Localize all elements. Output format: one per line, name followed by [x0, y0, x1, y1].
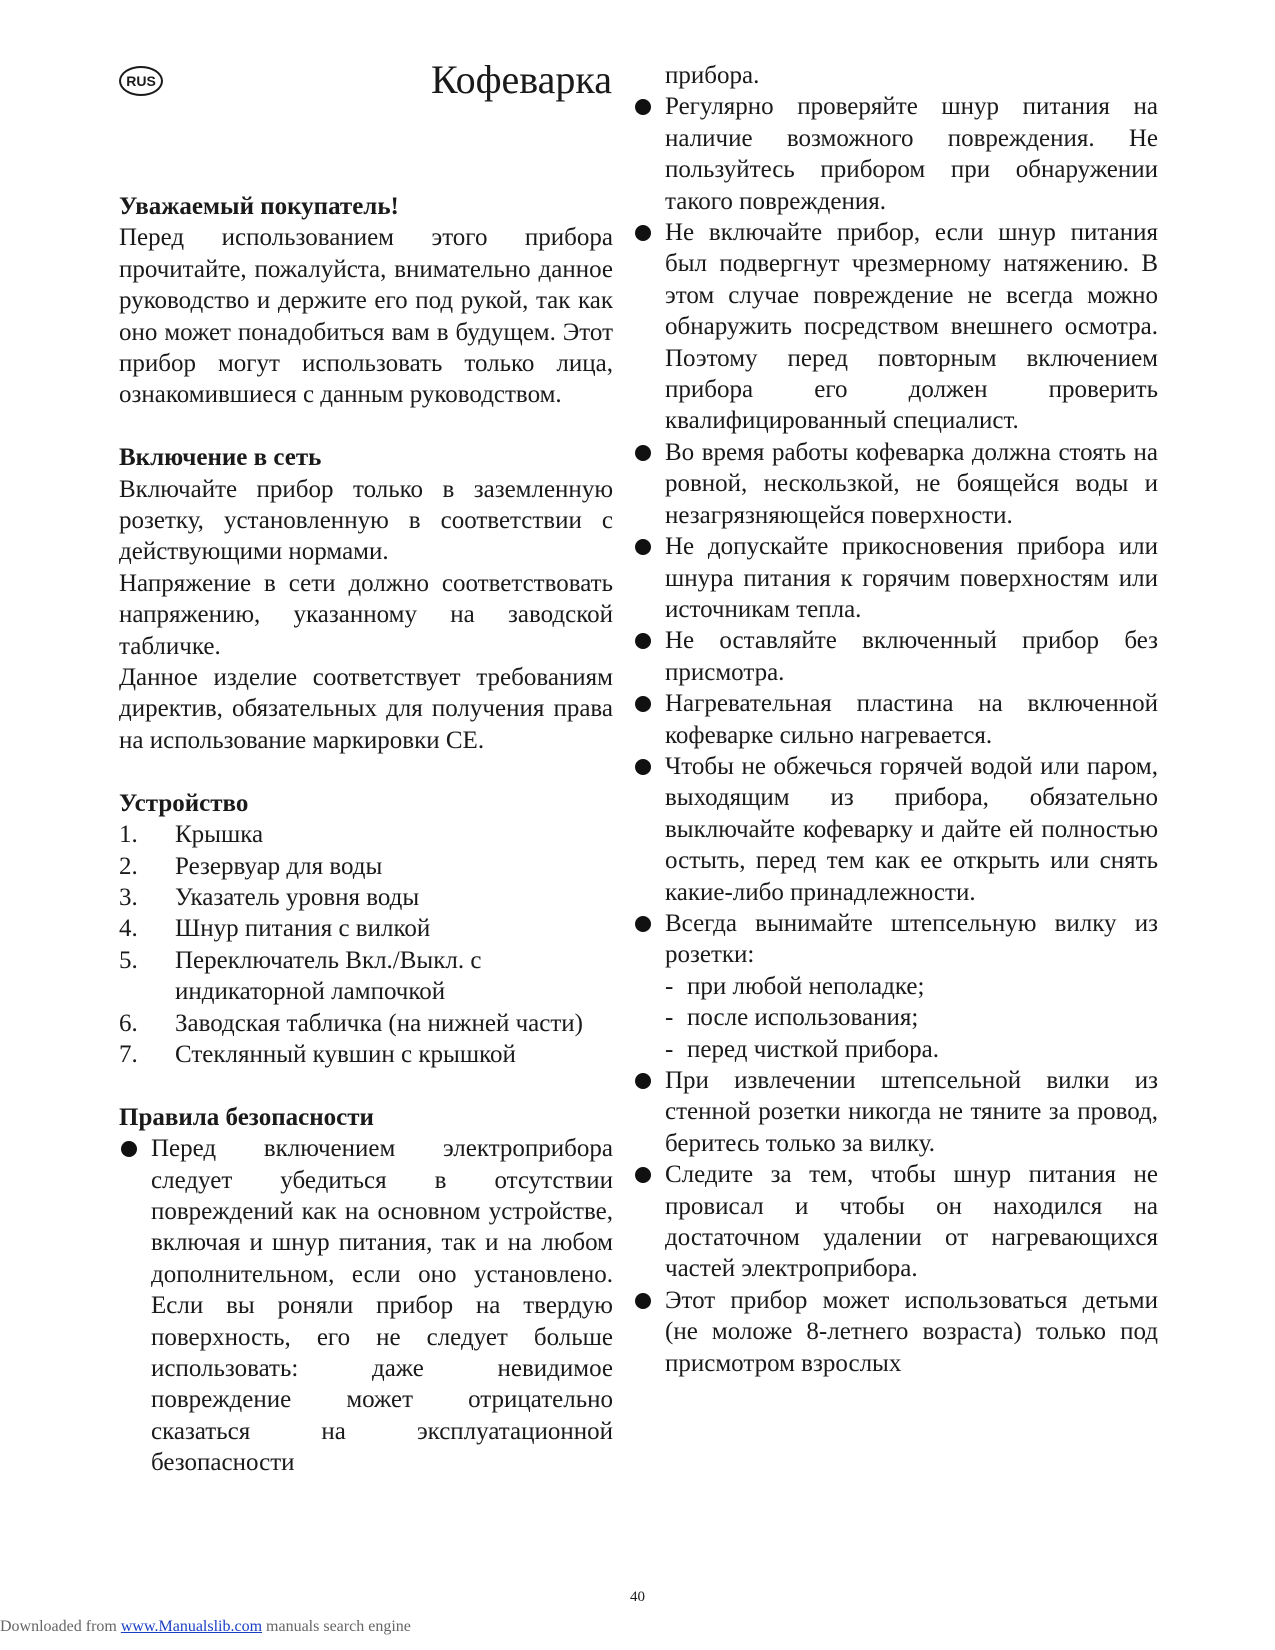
- safety-list: [119, 1133, 613, 1478]
- safety-item: [633, 1065, 1158, 1159]
- list-item: [119, 1039, 613, 1070]
- list-item: [119, 1008, 613, 1039]
- bullet-icon: [635, 99, 651, 115]
- bullet-icon: [635, 445, 651, 461]
- bullet-icon: [635, 1167, 651, 1183]
- list-item-text: Стеклянный кувшин с крышкой: [175, 1040, 516, 1068]
- list-item: [119, 819, 613, 850]
- footer-prefix: Downloaded from: [0, 1618, 121, 1635]
- list-item: [665, 971, 1158, 1002]
- safety-item: [633, 688, 1158, 751]
- list-item-text: после использования;: [687, 1004, 919, 1032]
- safety-item-text: Во время работы кофеварка должна стоять на ровной, нескользкой, не боящейся воды и незагрязняющейся поверхности.: [665, 438, 1158, 529]
- bullet-icon: [635, 1073, 651, 1089]
- safety-list: [665, 91, 1158, 1379]
- list-item-number: 1.: [119, 821, 138, 849]
- list-item-text: Шнур питания с вилкой: [175, 915, 431, 943]
- dash-icon: -: [665, 1004, 674, 1032]
- list-item: [119, 882, 613, 913]
- dash-icon: -: [665, 1035, 674, 1063]
- unplug-cases-list: [665, 971, 1158, 1065]
- list-item-number: 2.: [119, 852, 138, 880]
- safety-item-text: Перед включением электроприбора следует убедиться в отсутствии повреждений как на основном устройстве, включая и шнур питания, так и на любом дополнительном, если оно установлено. Если вы роняли прибор на твердую поверхность, его не следует больше использовать: даже невидимое повреждение может отрицательно сказаться на эксплуатационной безопасности: [151, 1135, 613, 1477]
- safety-item: [633, 751, 1158, 908]
- power-paragraph: Напряжение в сети должно соответствовать напряжению, указанному на заводской табличке.: [119, 569, 613, 660]
- safety-item-text: Регулярно проверяйте шнур питания на наличие возможного повреждения. Не пользуйтесь прибором при обнаружении такого повреждения.: [665, 93, 1158, 215]
- dash-icon: -: [665, 972, 674, 1000]
- safety-item-text: Этот прибор может использоваться детьми (не моложе 8-летнего возраста) только под присмотром взрослых: [665, 1286, 1158, 1377]
- safety-item-text: Нагревательная пластина на включенной кофеварке сильно нагревается.: [665, 690, 1158, 749]
- safety-item-text: Не допускайте прикосновения прибора или шнура питания к горячим поверхностям или источникам тепла.: [665, 533, 1158, 623]
- list-item-number: 3.: [119, 883, 138, 911]
- power-paragraph: Данное изделие соответствует требованиям директив, обязательных для получения права на использование маркировки CE.: [119, 664, 613, 754]
- safety-item-text: Чтобы не обжечься горячей водой или паром, выходящим из прибора, обязательно выключайте кофеварку и дайте ей полностью остыть, перед тем как ее открыть или снять какие-либо принадлежности.: [665, 752, 1158, 906]
- safety-item-text: Не включайте прибор, если шнур питания был подвергнут чрезмерному натяжению. В этом случае повреждение не всегда можно обнаружить посредством внешнего осмотра. Поэтому перед повторным включением прибора его должен проверить квалифицированный специалист.: [665, 219, 1158, 435]
- intro-heading: Уважаемый покупатель!: [119, 193, 399, 220]
- bullet-icon: [635, 1293, 651, 1309]
- bullet-icon: [635, 633, 651, 649]
- list-item: [119, 851, 613, 882]
- list-item-text: Переключатель Вкл./Выкл. с индикаторной лампочкой: [175, 946, 482, 1006]
- safety-item: [119, 1133, 613, 1478]
- safety-item-text: Всегда вынимайте штепсельную вилку из розетки:: [665, 909, 1158, 969]
- manualslib-link[interactable]: www.Manualslib.com: [120, 1618, 263, 1635]
- list-item-number: 6.: [119, 1009, 138, 1037]
- safety-item: [633, 217, 1158, 437]
- power-heading: Включение в сеть: [119, 444, 322, 472]
- list-item-text: Заводская табличка (на нижней части): [175, 1009, 584, 1037]
- footer-suffix: manuals search engine: [262, 1618, 411, 1635]
- bullet-icon: [635, 696, 651, 712]
- intro-text: Перед использованием этого прибора прочитайте, пожалуйста, внимательно данное руководство и держите его под рукой, так как оно может понадобиться вам в будущем. Этот прибор могут использовать только лица, ознакомившиеся с данным руководством.: [119, 224, 613, 409]
- safety-item: [633, 1159, 1158, 1285]
- list-item: [665, 1002, 1158, 1033]
- page-number: 40: [630, 1589, 645, 1605]
- safety-continuation: прибора.: [665, 62, 760, 89]
- list-item-number: 7.: [119, 1040, 138, 1068]
- safety-item: [633, 91, 1158, 217]
- list-item-text: Крышка: [175, 821, 264, 849]
- device-parts-list: [119, 819, 613, 1070]
- language-badge: RUS: [119, 66, 163, 96]
- power-paragraph: Включайте прибор только в заземленную розетку, установленную в соответствии с действующими нормами.: [119, 475, 613, 566]
- safety-heading: Правила безопасности: [119, 1103, 374, 1131]
- list-item-text: перед чисткой прибора.: [687, 1035, 940, 1063]
- list-item-text: Указатель уровня воды: [175, 883, 420, 911]
- left-column: [119, 191, 613, 1479]
- bullet-icon: [635, 916, 651, 932]
- list-item-number: 5.: [119, 946, 138, 974]
- safety-item: [633, 531, 1158, 625]
- list-item: [119, 913, 613, 944]
- safety-item-text: Следите за тем, чтобы шнур питания не провисал и чтобы он находился на достаточном удалении от нагревающихся частей электроприбора.: [665, 1161, 1158, 1283]
- list-item: [119, 945, 613, 1008]
- bullet-icon: [635, 759, 651, 775]
- bullet-icon: [635, 539, 651, 555]
- bullet-icon: [635, 225, 651, 241]
- safety-item: [633, 908, 1158, 1065]
- list-item-number: 4.: [119, 915, 138, 943]
- list-item-text: Резервуар для воды: [175, 852, 383, 880]
- right-column: [665, 60, 1158, 1379]
- safety-item: [633, 625, 1158, 688]
- bullet-icon: [121, 1141, 137, 1157]
- safety-item-text: Не оставляйте включенный прибор без присмотра.: [665, 627, 1158, 686]
- safety-item: [633, 437, 1158, 531]
- page-title: Кофеварка: [430, 57, 612, 102]
- download-footer: [0, 1618, 411, 1636]
- list-item-text: при любой неполадке;: [687, 972, 925, 1000]
- safety-item: [633, 1285, 1158, 1379]
- device-heading: Устройство: [119, 789, 249, 817]
- list-item: [665, 1034, 1158, 1065]
- safety-item-text: При извлечении штепсельной вилки из стенной розетки никогда не тяните за провод, беритесь только за вилку.: [665, 1067, 1158, 1157]
